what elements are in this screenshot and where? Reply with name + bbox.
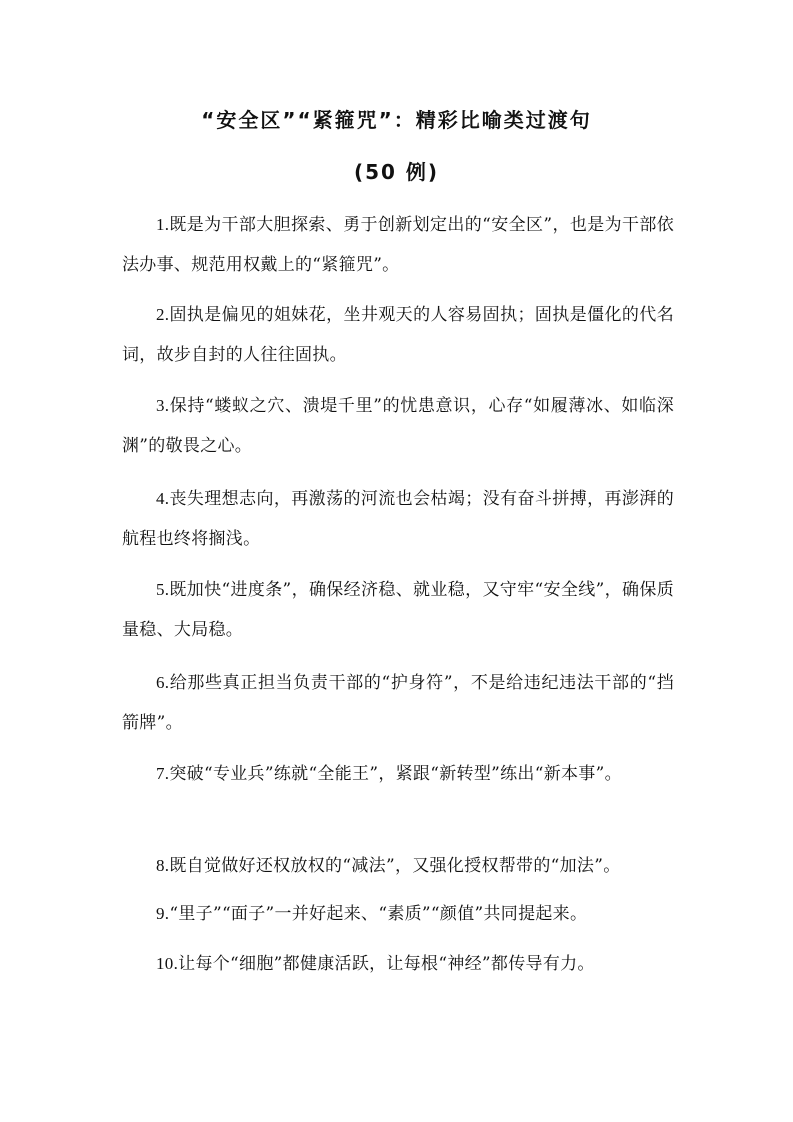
list-item — [122, 944, 674, 984]
item-text: 让每个“细胞”都健康活跃，让每根“神经”都传导有力。 — [178, 954, 595, 974]
list-item — [122, 846, 674, 886]
item-text: 既自觉做好还权放权的“减法”，又强化授权帮带的“加法”。 — [169, 856, 621, 876]
list-item — [122, 295, 674, 375]
item-number: 10. — [156, 954, 179, 973]
list-item — [122, 894, 674, 934]
item-text: 丧失理想志向，再激荡的河流也会枯竭；没有奋斗拼搏，再澎湃的航程也终将搁浅。 — [122, 489, 674, 549]
item-number: 5. — [156, 580, 170, 599]
document-subtitle: (50 例) — [353, 160, 440, 184]
item-text: 突破“专业兵”练就“全能王”，紧跟“新转型”练出“新本事”。 — [169, 764, 622, 784]
item-text: 固执是偏见的姐妹花，坐井观天的人容易固执；固执是僵化的代名词，故步自封的人往往固执。 — [122, 305, 674, 365]
list-item — [122, 570, 674, 650]
document-title: “安全区”“紧箍咒”：精彩比喻类过渡句 — [201, 108, 592, 132]
item-number: 2. — [156, 305, 170, 324]
item-text: 保持“蝼蚁之穴、溃堤千里”的忧患意识，心存“如履薄冰、如临深渊”的敬畏之心。 — [122, 396, 674, 456]
item-number: 9. — [156, 904, 170, 923]
list-item — [122, 754, 674, 794]
item-text: 给那些真正担当负责干部的“护身符”，不是给违纪违法干部的“挡箭牌”。 — [122, 673, 674, 733]
item-number: 4. — [156, 489, 170, 508]
list-item — [122, 479, 674, 559]
list-item — [122, 663, 674, 743]
item-number: 3. — [156, 396, 170, 415]
item-text: 既加快“进度条”，确保经济稳、就业稳，又守牢“安全线”，确保质量稳、大局稳。 — [122, 580, 674, 640]
item-number: 6. — [156, 673, 170, 692]
item-number: 8. — [156, 856, 170, 875]
list-item — [122, 205, 674, 285]
list-item — [122, 386, 674, 466]
item-text: 既是为干部大胆探索、勇于创新划定出的“安全区”，也是为干部依法办事、规范用权戴上的“紧箍咒”。 — [122, 215, 674, 275]
item-text: “里子”“面子”一并好起来、“素质”“颜值”共同提起来。 — [169, 904, 588, 924]
item-number: 7. — [156, 764, 170, 783]
item-number: 1. — [156, 215, 170, 234]
